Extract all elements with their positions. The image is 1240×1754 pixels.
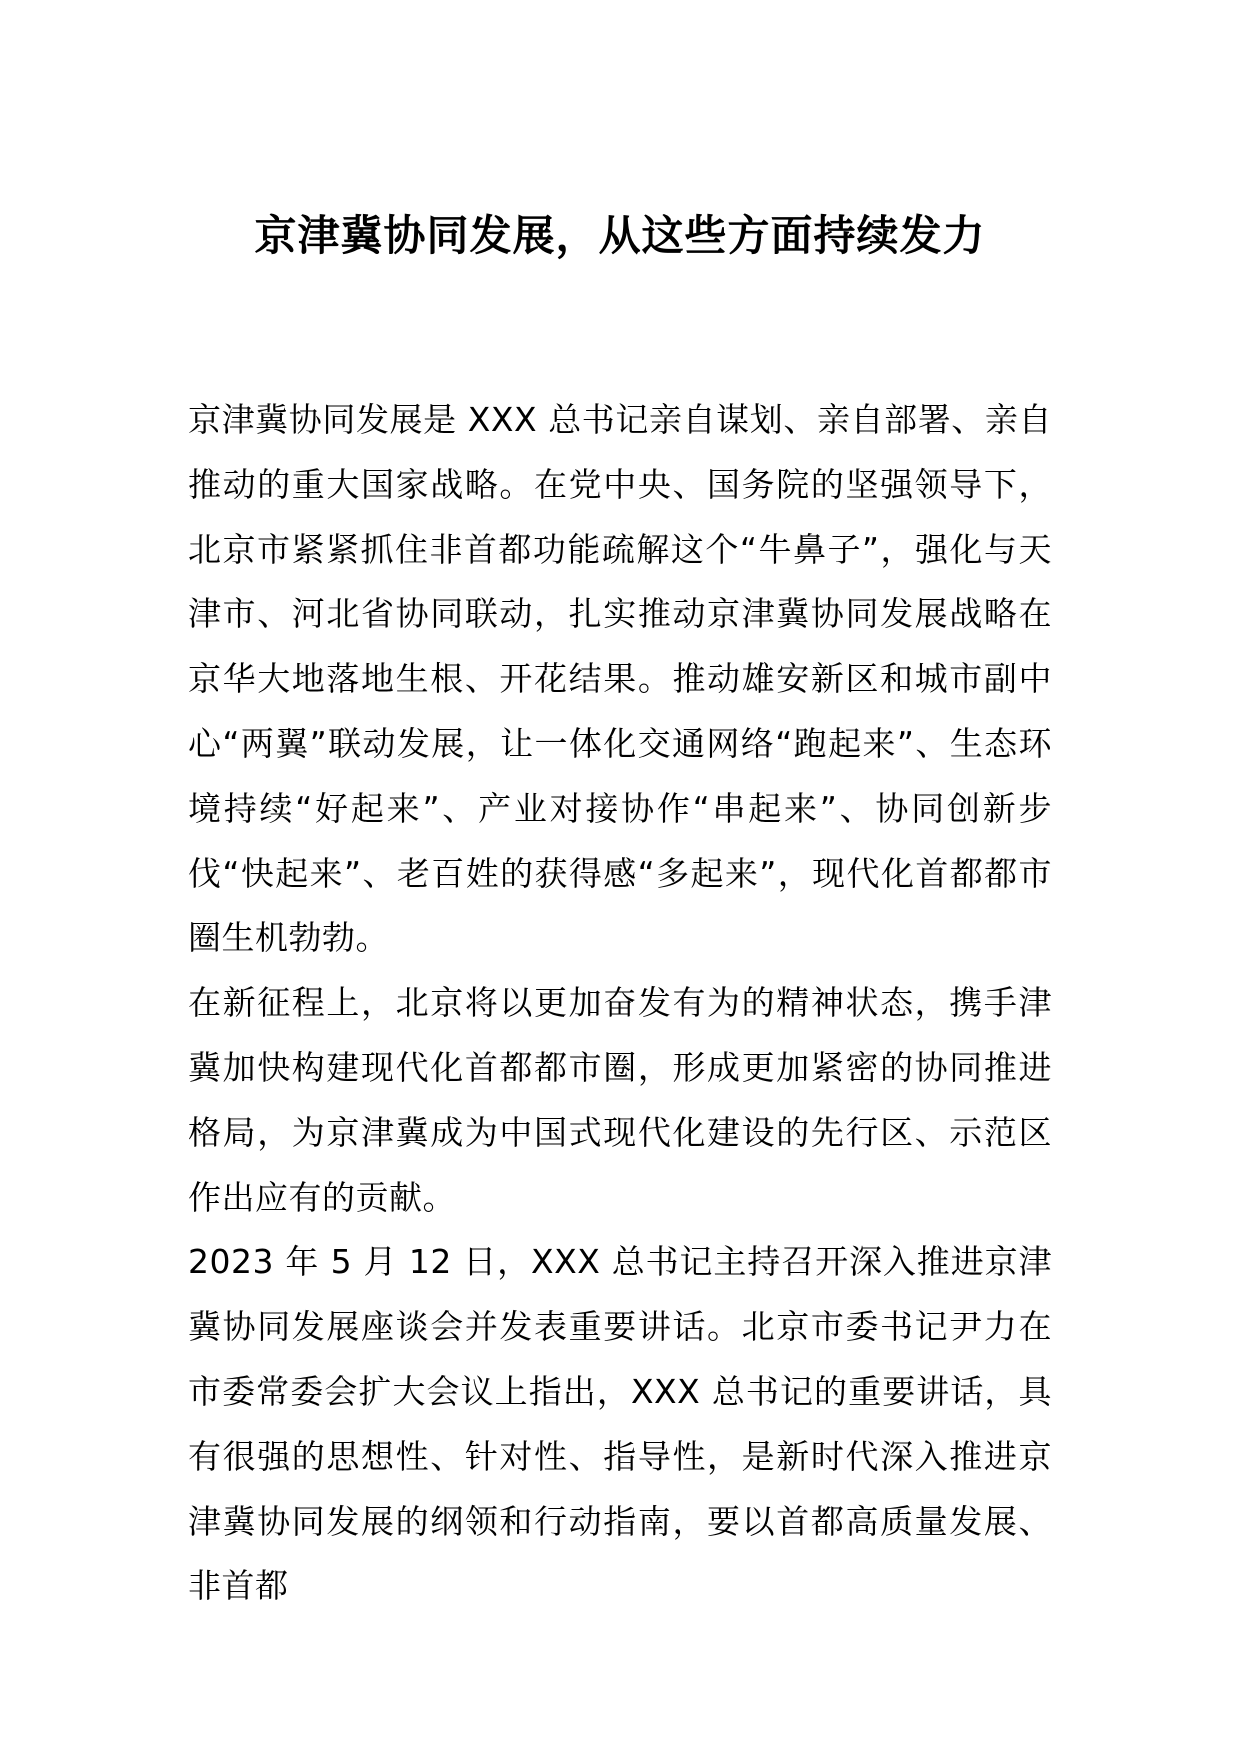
paragraph-1: 京津冀协同发展是 XXX 总书记亲自谋划、亲自部署、亲自推动的重大国家战略。在党中央、国务院的坚强领导下，北京市紧紧抓住非首都功能疏解这个“牛鼻子”，强化与天津市、河北省协同联动，扎实推动京津冀协同发展战略在京华大地落地生根、开花结果。推动雄安新区和城市副中心“两翼”联动发展，让一体化交通网络“跑起来”、生态环境持续“好起来”、产业对接协作“串起来”、协同创新步伐“快起来”、老百姓的获得感“多起来”，现代化首都都市圈生机勃勃。 (188, 400, 1052, 958)
paragraph-2: 在新征程上，北京将以更加奋发有为的精神状态，携手津冀加快构建现代化首都都市圈，形成更加紧密的协同推进格局，为京津冀成为中国式现代化建设的先行区、示范区作出应有的贡献。 (188, 983, 1052, 1217)
document-title: 京津冀协同发展，从这些方面持续发力 (254, 211, 986, 260)
paragraph-3: 2023 年 5 月 12 日，XXX 总书记主持召开深入推进京津冀协同发展座谈会并发表重要讲话。北京市委书记尹力在市委常委会扩大会议上指出，XXX 总书记的重要讲话，具有很强的思想性、针对性、指导性，是新时代深入推进京津冀协同发展的纲领和行动指南，要以首都高质量发展、非首都 (188, 1242, 1052, 1606)
document-body (188, 388, 1052, 1619)
